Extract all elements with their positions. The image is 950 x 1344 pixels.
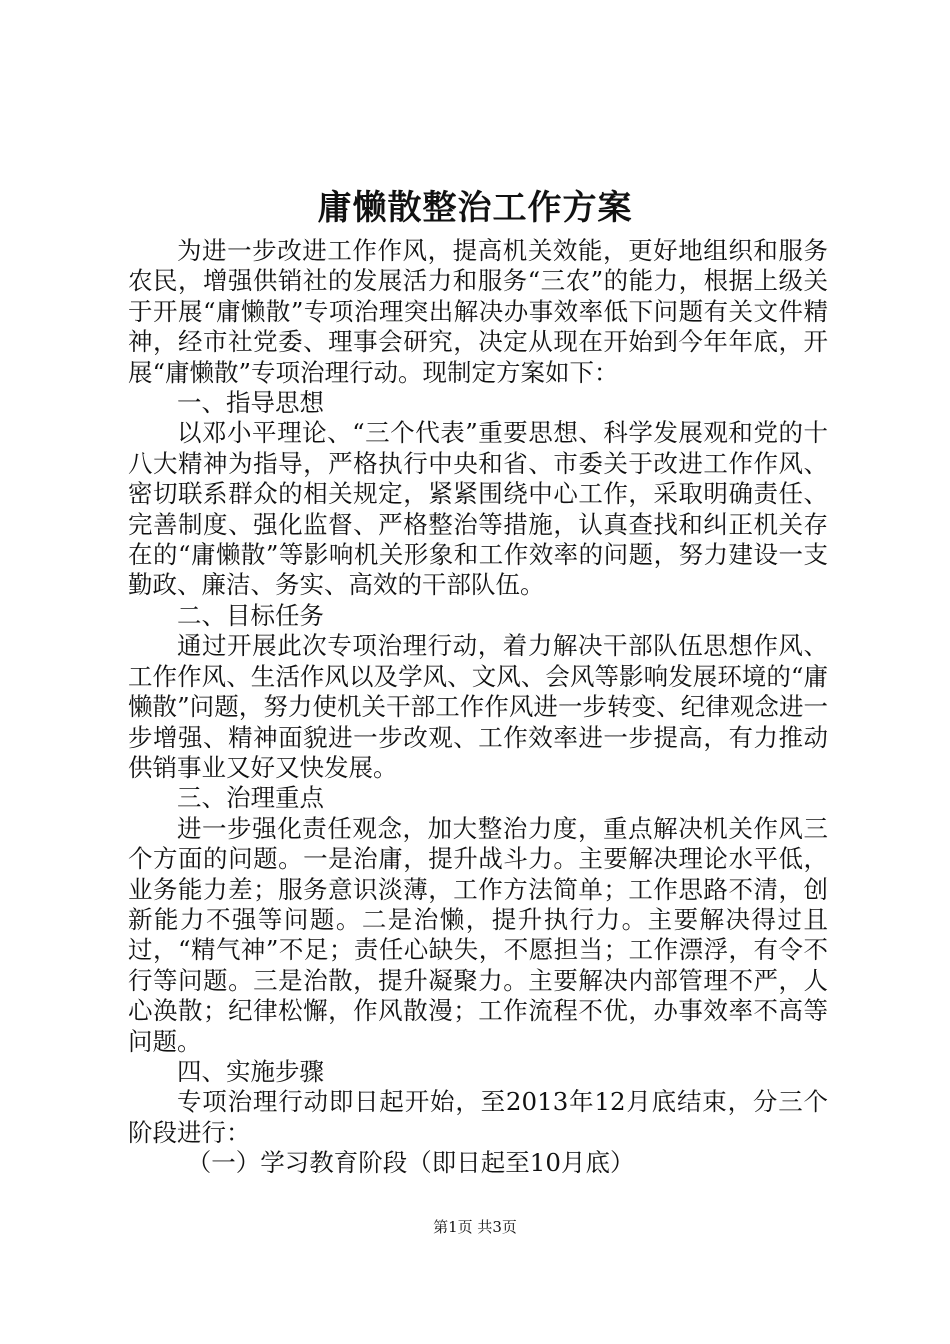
intro-paragraph: 为进一步改进工作作风，提高机关效能，更好地组织和服务农民，增强供销社的发展活力和服务“三农”的能力，根据上级关于开展“庸懒散”专项治理突出解决办事效率低下问题有关文件精神，经市社党委、理事会研究，决定从现在开始到今年年底，开展“庸懒散”专项治理行动。现制定方案如下： bbox=[128, 236, 828, 387]
sub-heading-study-phase: （一）学习教育阶段（即日起至10月底） bbox=[186, 1148, 635, 1178]
page-footer: 第1页 共3页 bbox=[433, 1218, 517, 1236]
section-heading-guiding-ideology: 一、指导思想 bbox=[177, 388, 324, 418]
section-heading-steps: 四、实施步骤 bbox=[177, 1056, 324, 1086]
focus-paragraph: 进一步强化责任观念，加大整治力度，重点解决机关作风三个方面的问题。一是治庸，提升战斗力。主要解决理论水平低，业务能力差；服务意识淡薄，工作方法简单；工作思路不清，创新能力不强等问题。二是治懒，提升执行力。主要解决得过且过，“精气神”不足；责任心缺失，不愿担当；工作漂浮，有令不行等问题。三是治散，提升凝聚力。主要解决内部管理不严，人心涣散；纪律松懈，作风散漫；工作流程不优，办事效率不高等问题。 bbox=[128, 813, 828, 1056]
section-heading-goals: 二、目标任务 bbox=[177, 600, 324, 630]
steps-paragraph: 专项治理行动即日起开始，至2013年12月底结束，分三个阶段进行： bbox=[128, 1087, 828, 1147]
page-title: 庸懒散整治工作方案 bbox=[317, 188, 633, 228]
section-heading-focus: 三、治理重点 bbox=[177, 783, 324, 813]
document-body bbox=[128, 236, 828, 1179]
goals-paragraph: 通过开展此次专项治理行动，着力解决干部队伍思想作风、工作作风、生活作风以及学风、文风、会风等影响发展环境的“庸懒散”问题，努力使机关干部工作作风进一步转变、纪律观念进一步增强、精神面貌进一步改观、工作效率进一步提高，有力推动供销事业又好又快发展。 bbox=[128, 631, 828, 782]
guiding-ideology-paragraph: 以邓小平理论、“三个代表”重要思想、科学发展观和党的十八大精神为指导，严格执行中央和省、市委关于改进工作作风、密切联系群众的相关规定，紧紧围绕中心工作，采取明确责任、完善制度、强化监督、严格整治等措施，认真查找和纠正机关存在的“庸懒散”等影响机关形象和工作效率的问题，努力建设一支勤政、廉洁、务实、高效的干部队伍。 bbox=[128, 418, 828, 600]
